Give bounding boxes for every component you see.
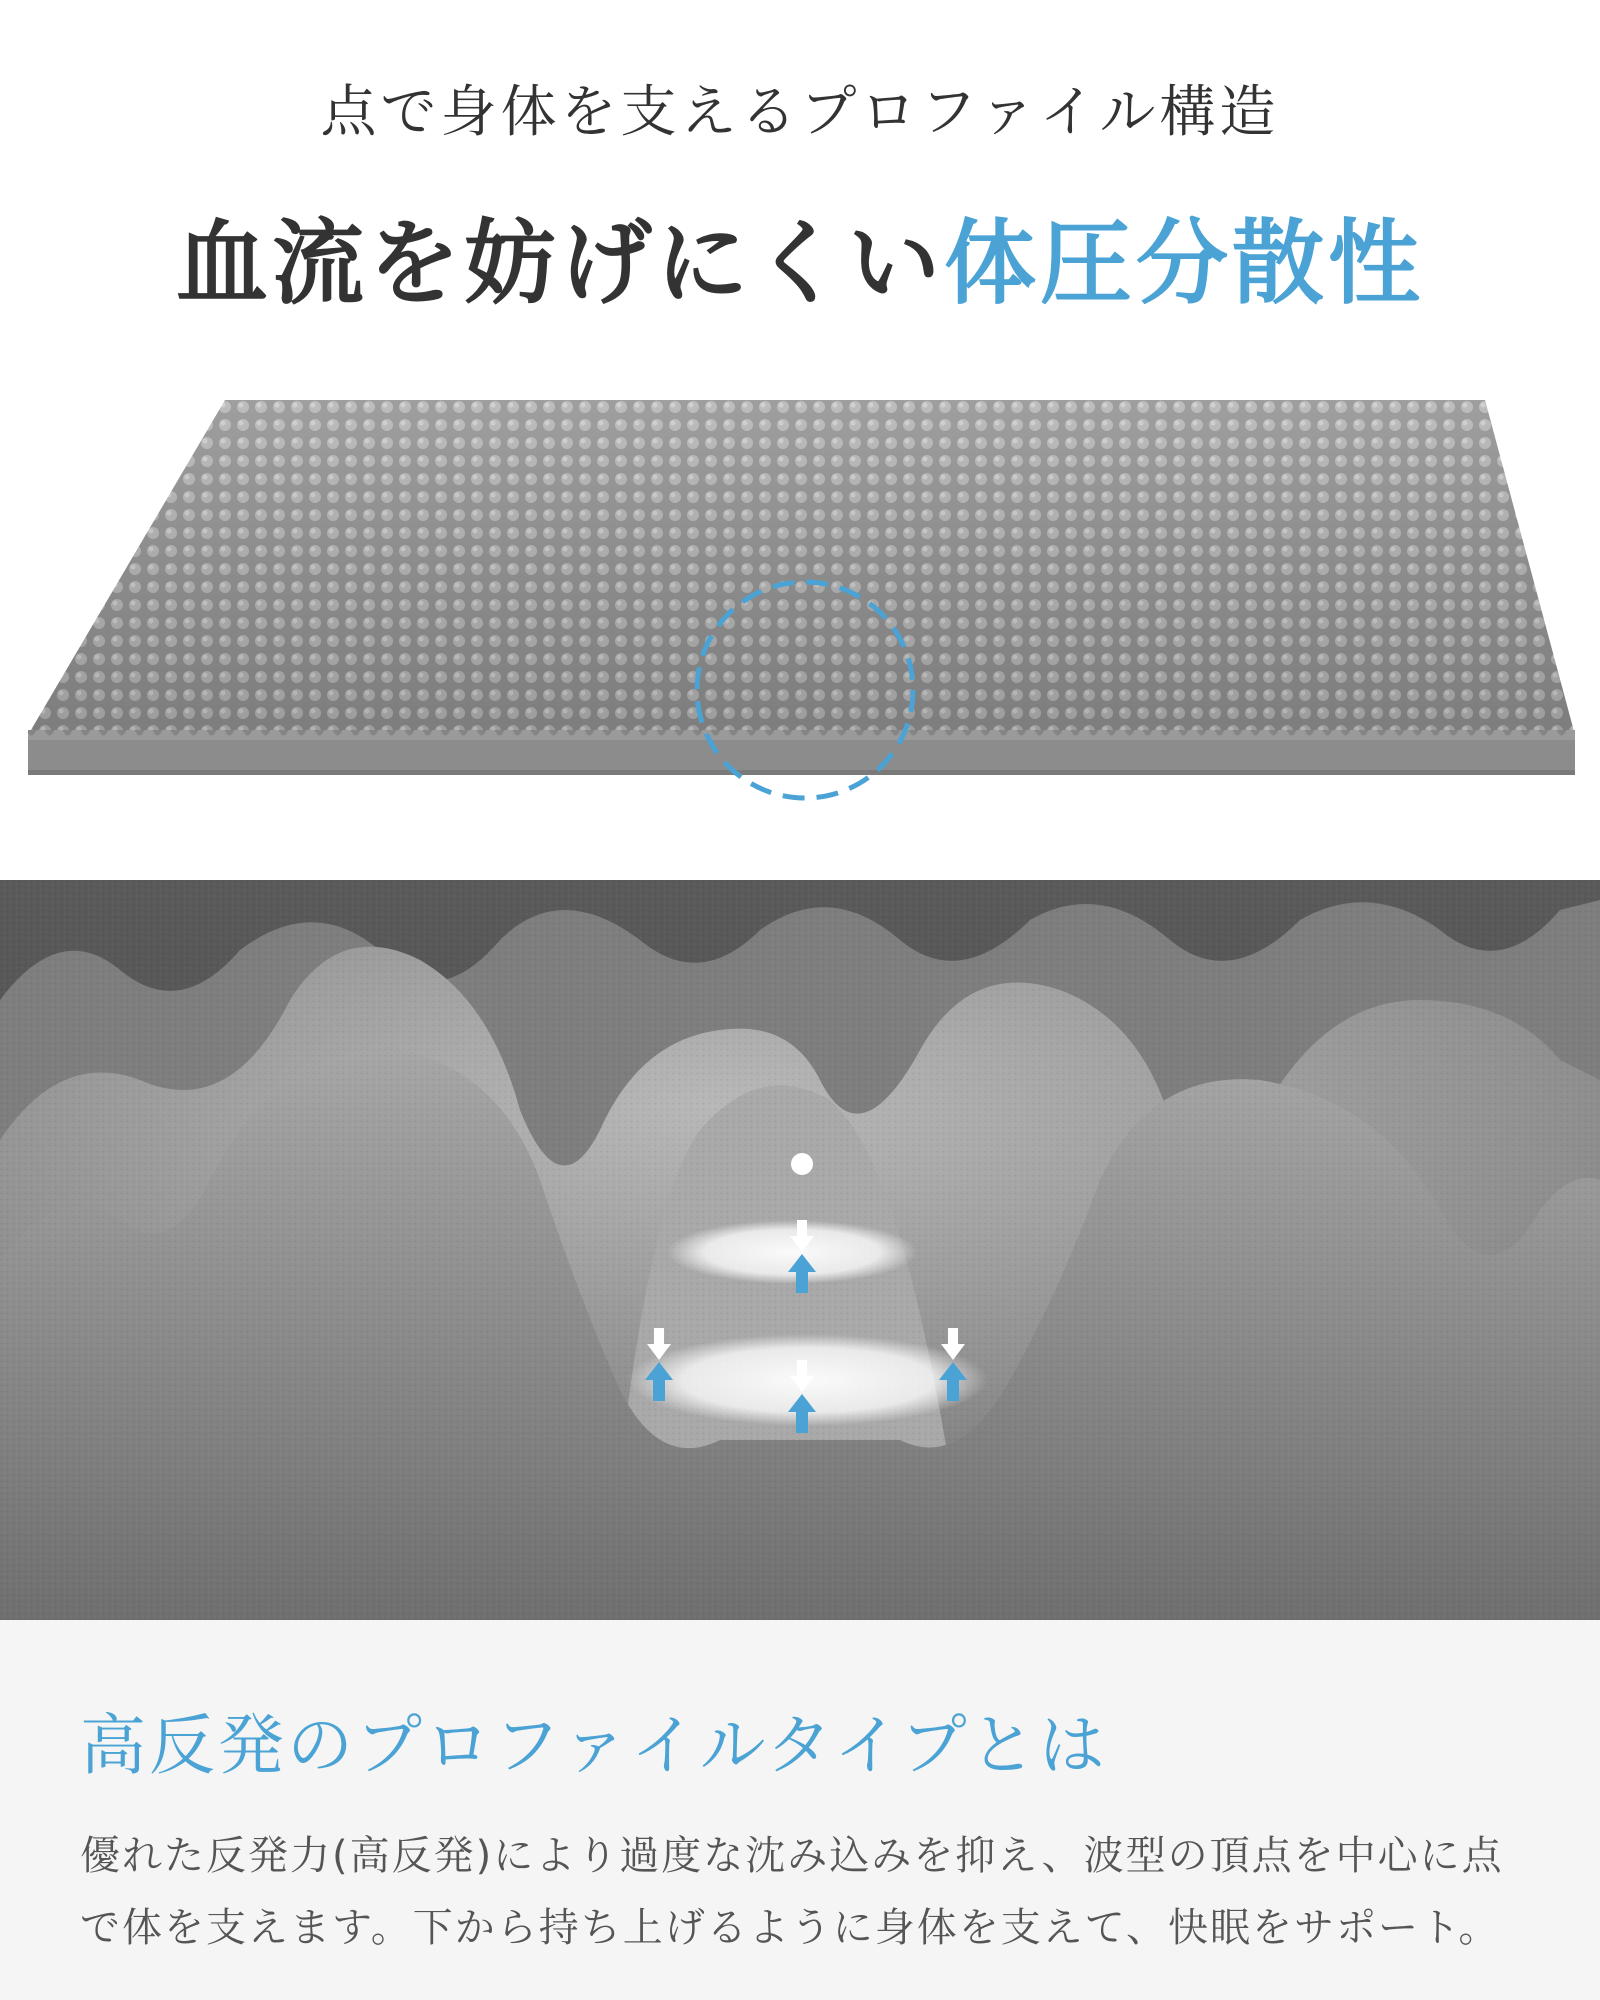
info-title: 高反発のプロファイルタイプとは <box>80 1707 1108 1784</box>
title-accent: 体圧分散性 <box>944 209 1425 317</box>
page-title <box>0 190 1600 322</box>
info-body: 優れた反発力(高反発)により過度な沈み込みを抑え、波型の頂点を中心に点で体を支えます。下から持ち上げるように身体を支えて、快眠をサポート。 <box>80 1833 1504 1951</box>
contact-point-dot <box>791 1153 813 1175</box>
upper-pressure-disc <box>667 1220 917 1284</box>
foam-closeup-image <box>0 880 1600 1620</box>
title-main: 血流を妨げにくい <box>175 209 944 317</box>
header-section <box>0 0 1600 860</box>
mattress-overview-image <box>0 380 1600 820</box>
subtitle: 点で身体を支えるプロファイル構造 <box>320 80 1280 145</box>
info-section <box>0 1620 1600 2000</box>
